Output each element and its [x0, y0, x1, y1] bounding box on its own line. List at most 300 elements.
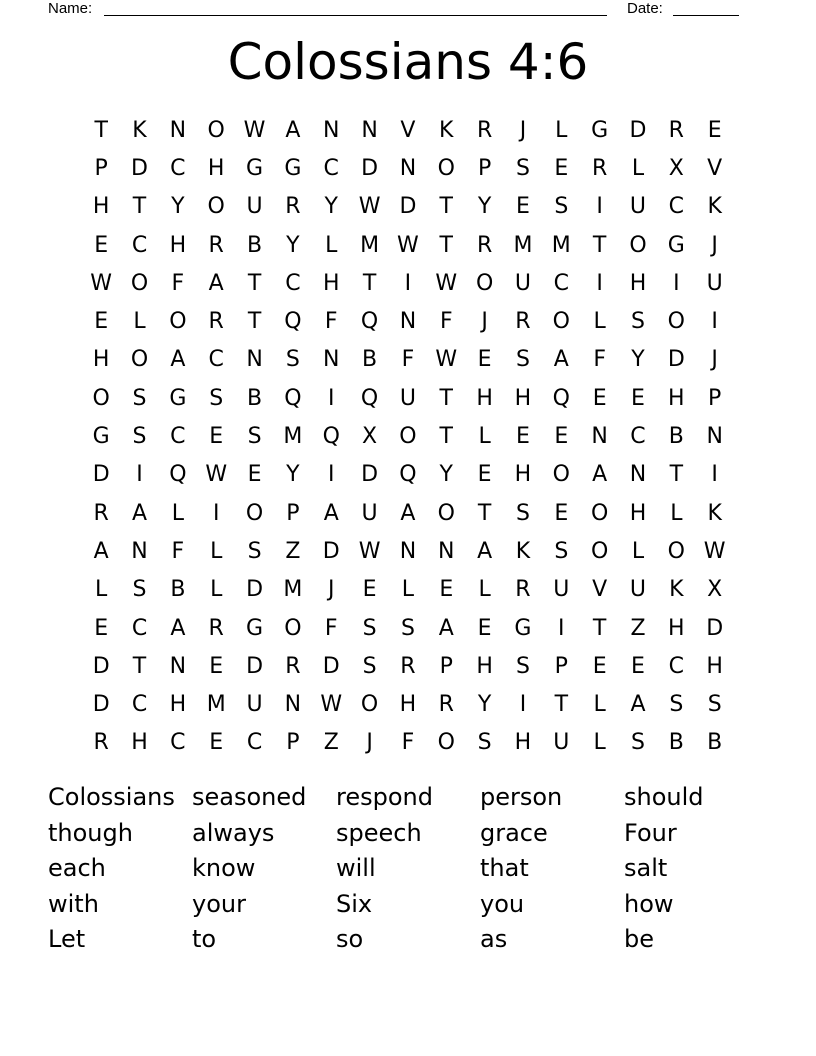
grid-letter[interactable]: R: [476, 232, 493, 258]
grid-letter[interactable]: L: [210, 577, 223, 603]
grid-letter[interactable]: R: [93, 730, 109, 756]
grid-letter[interactable]: T: [132, 194, 147, 220]
grid-letter[interactable]: D: [629, 117, 647, 143]
grid-letter[interactable]: M: [283, 424, 303, 450]
grid-letter[interactable]: L: [210, 538, 223, 564]
grid-letter[interactable]: P: [439, 653, 453, 679]
grid-letter[interactable]: N: [169, 653, 187, 679]
grid-letter[interactable]: O: [360, 692, 379, 718]
grid-letter[interactable]: L: [478, 424, 491, 450]
grid-letter[interactable]: O: [552, 309, 570, 335]
grid-letter[interactable]: S: [400, 615, 415, 641]
grid-letter[interactable]: H: [169, 692, 187, 718]
grid-letter[interactable]: S: [554, 194, 569, 220]
grid-letter[interactable]: E: [592, 385, 607, 411]
grid-letter[interactable]: W: [397, 232, 419, 258]
grid-letter[interactable]: O: [475, 270, 494, 296]
grid-letter[interactable]: N: [438, 538, 455, 564]
grid-letter[interactable]: S: [247, 538, 262, 564]
grid-letter[interactable]: S: [132, 424, 147, 450]
grid-letter[interactable]: Z: [323, 730, 339, 756]
grid-letter[interactable]: L: [478, 577, 491, 603]
grid-letter[interactable]: V: [707, 155, 723, 181]
grid-letter[interactable]: I: [596, 194, 603, 220]
grid-letter[interactable]: S: [285, 347, 300, 373]
grid-letter[interactable]: J: [711, 347, 718, 373]
grid-letter[interactable]: I: [519, 692, 527, 718]
grid-letter[interactable]: R: [591, 155, 608, 181]
grid-letter[interactable]: N: [399, 538, 417, 564]
grid-letter[interactable]: P: [286, 500, 300, 526]
grid-letter[interactable]: L: [171, 500, 184, 526]
grid-letter[interactable]: I: [711, 462, 718, 488]
grid-letter[interactable]: E: [94, 309, 109, 335]
grid-letter[interactable]: M: [283, 577, 303, 603]
grid-letter[interactable]: G: [284, 155, 302, 181]
grid-letter[interactable]: C: [170, 155, 186, 181]
grid-letter[interactable]: W: [358, 194, 381, 220]
grid-letter[interactable]: A: [477, 538, 493, 564]
grid-letter[interactable]: L: [593, 692, 606, 718]
word-bank-item: that: [480, 854, 529, 883]
grid-letter[interactable]: W: [435, 270, 458, 296]
grid-letter[interactable]: E: [477, 347, 492, 373]
grid-letter[interactable]: N: [323, 117, 340, 143]
grid-letter[interactable]: B: [362, 347, 378, 373]
grid-letter[interactable]: H: [399, 692, 417, 718]
grid-letter[interactable]: A: [592, 462, 608, 488]
grid-letter[interactable]: S: [515, 653, 530, 679]
grid-letter[interactable]: R: [285, 194, 301, 220]
grid-letter[interactable]: Y: [631, 347, 645, 373]
grid-letter[interactable]: N: [284, 692, 302, 718]
grid-letter[interactable]: W: [243, 117, 266, 143]
grid-letter[interactable]: O: [207, 194, 225, 220]
date-blank-line[interactable]: [673, 15, 739, 16]
grid-letter[interactable]: E: [247, 462, 262, 488]
grid-letter[interactable]: A: [285, 117, 301, 143]
grid-letter[interactable]: R: [208, 232, 224, 258]
grid-letter[interactable]: T: [592, 615, 607, 641]
grid-letter[interactable]: H: [629, 500, 647, 526]
grid-letter[interactable]: S: [515, 500, 530, 526]
grid-letter[interactable]: U: [629, 194, 647, 220]
grid-letter[interactable]: O: [590, 538, 609, 564]
grid-letter[interactable]: O: [284, 615, 302, 641]
grid-letter[interactable]: N: [323, 347, 340, 373]
grid-letter[interactable]: D: [361, 155, 379, 181]
grid-letter[interactable]: A: [170, 615, 186, 641]
grid-letter[interactable]: H: [476, 385, 493, 411]
grid-letter[interactable]: B: [668, 730, 684, 756]
grid-letter[interactable]: Q: [552, 385, 570, 411]
grid-letter[interactable]: H: [514, 462, 532, 488]
grid-letter[interactable]: O: [667, 309, 685, 335]
grid-letter[interactable]: F: [324, 615, 338, 641]
grid-letter[interactable]: H: [131, 730, 148, 756]
grid-letter[interactable]: K: [669, 577, 684, 603]
grid-letter[interactable]: E: [516, 194, 530, 220]
grid-letter[interactable]: E: [554, 500, 569, 526]
grid-letter[interactable]: M: [513, 232, 533, 258]
grid-letter[interactable]: E: [209, 730, 224, 756]
grid-letter[interactable]: L: [670, 500, 683, 526]
grid-letter[interactable]: J: [481, 309, 488, 335]
grid-letter[interactable]: E: [362, 577, 377, 603]
grid-letter[interactable]: O: [629, 232, 647, 258]
grid-letter[interactable]: E: [477, 615, 492, 641]
grid-letter[interactable]: D: [131, 155, 148, 181]
grid-letter[interactable]: O: [207, 117, 225, 143]
grid-letter[interactable]: F: [171, 538, 185, 564]
grid-letter[interactable]: I: [327, 385, 335, 411]
grid-letter[interactable]: H: [706, 653, 723, 679]
grid-letter[interactable]: E: [554, 155, 569, 181]
grid-letter[interactable]: D: [399, 194, 417, 220]
grid-letter[interactable]: G: [246, 155, 264, 181]
grid-letter[interactable]: N: [246, 347, 263, 373]
grid-letter[interactable]: N: [131, 538, 148, 564]
grid-letter[interactable]: F: [401, 347, 415, 373]
grid-letter[interactable]: Q: [360, 309, 379, 335]
grid-letter[interactable]: O: [245, 500, 264, 526]
grid-letter[interactable]: D: [246, 577, 264, 603]
grid-letter[interactable]: H: [92, 347, 110, 373]
grid-letter[interactable]: T: [439, 424, 453, 450]
grid-letter[interactable]: H: [476, 653, 493, 679]
grid-letter[interactable]: G: [92, 424, 110, 450]
grid-letter[interactable]: S: [554, 538, 569, 564]
word-bank-item: seasoned: [192, 783, 307, 811]
grid-letter[interactable]: L: [593, 730, 606, 756]
grid-letter[interactable]: L: [325, 232, 338, 258]
grid-letter[interactable]: K: [132, 117, 147, 143]
grid-letter[interactable]: U: [629, 577, 647, 603]
grid-letter[interactable]: S: [247, 424, 262, 450]
grid-letter[interactable]: L: [95, 577, 108, 603]
grid-letter[interactable]: C: [323, 155, 339, 181]
grid-letter[interactable]: R: [400, 653, 416, 679]
grid-letter[interactable]: Q: [284, 385, 302, 411]
grid-letter[interactable]: C: [170, 424, 186, 450]
grid-letter[interactable]: B: [170, 577, 186, 603]
grid-letter[interactable]: O: [437, 155, 455, 181]
grid-letter[interactable]: S: [362, 615, 377, 641]
grid-letter[interactable]: P: [554, 653, 568, 679]
grid-letter[interactable]: N: [169, 117, 187, 143]
grid-letter[interactable]: T: [439, 194, 453, 220]
grid-letter[interactable]: O: [169, 309, 187, 335]
grid-letter[interactable]: E: [209, 653, 224, 679]
grid-letter[interactable]: L: [133, 309, 146, 335]
grid-letter[interactable]: D: [92, 462, 110, 488]
grid-letter[interactable]: O: [399, 424, 417, 450]
grid-letter[interactable]: K: [707, 500, 722, 526]
grid-letter[interactable]: W: [90, 270, 113, 296]
grid-letter[interactable]: U: [246, 194, 263, 220]
grid-letter[interactable]: C: [668, 653, 685, 679]
grid-letter[interactable]: V: [592, 577, 608, 603]
grid-letter[interactable]: R: [208, 309, 224, 335]
grid-letter[interactable]: H: [92, 194, 110, 220]
grid-letter[interactable]: U: [553, 577, 570, 603]
grid-letter[interactable]: A: [208, 270, 224, 296]
grid-letter[interactable]: F: [324, 309, 338, 335]
grid-letter[interactable]: U: [399, 385, 416, 411]
grid-letter[interactable]: J: [327, 577, 335, 603]
grid-letter[interactable]: X: [668, 155, 684, 181]
grid-letter[interactable]: N: [706, 424, 723, 450]
grid-letter[interactable]: N: [399, 155, 417, 181]
grid-letter[interactable]: W: [205, 462, 228, 488]
grid-letter[interactable]: C: [553, 270, 569, 296]
grid-letter[interactable]: C: [131, 232, 148, 258]
grid-letter[interactable]: G: [246, 615, 264, 641]
grid-letter[interactable]: G: [591, 117, 609, 143]
grid-letter[interactable]: W: [358, 538, 381, 564]
date-label: Date:: [627, 0, 663, 17]
grid-letter[interactable]: T: [439, 385, 453, 411]
grid-letter[interactable]: T: [554, 692, 569, 718]
grid-letter[interactable]: O: [437, 730, 455, 756]
grid-letter[interactable]: E: [592, 653, 607, 679]
grid-letter[interactable]: Q: [169, 462, 187, 488]
grid-letter[interactable]: U: [706, 270, 723, 296]
grid-letter[interactable]: K: [515, 538, 531, 564]
grid-letter[interactable]: C: [131, 692, 148, 718]
grid-letter[interactable]: R: [438, 692, 454, 718]
grid-letter[interactable]: V: [400, 117, 416, 143]
grid-letter[interactable]: O: [437, 500, 455, 526]
grid-letter[interactable]: Y: [286, 232, 300, 258]
grid-letter[interactable]: W: [435, 347, 458, 373]
grid-letter[interactable]: O: [552, 462, 570, 488]
grid-letter[interactable]: C: [246, 730, 263, 756]
grid-letter[interactable]: G: [169, 385, 187, 411]
grid-letter[interactable]: H: [668, 615, 685, 641]
grid-letter[interactable]: F: [401, 730, 415, 756]
grid-letter[interactable]: H: [322, 270, 340, 296]
grid-letter[interactable]: C: [131, 615, 148, 641]
grid-letter[interactable]: A: [131, 500, 148, 526]
word-bank-item: Colossians: [48, 783, 175, 811]
grid-letter[interactable]: I: [404, 270, 412, 296]
grid-letter[interactable]: M: [206, 692, 226, 718]
grid-letter[interactable]: U: [361, 500, 378, 526]
grid-letter[interactable]: S: [477, 730, 492, 756]
grid-letter[interactable]: G: [667, 232, 685, 258]
grid-letter[interactable]: H: [668, 385, 685, 411]
grid-letter[interactable]: Y: [286, 462, 300, 488]
grid-letter[interactable]: Y: [171, 194, 185, 220]
grid-letter[interactable]: Y: [477, 692, 492, 718]
grid-letter[interactable]: I: [711, 309, 718, 335]
word-bank-item: you: [480, 889, 525, 918]
grid-letter[interactable]: L: [555, 117, 568, 143]
grid-letter[interactable]: E: [94, 615, 109, 641]
grid-letter[interactable]: E: [94, 232, 109, 258]
grid-letter[interactable]: I: [558, 615, 565, 641]
grid-letter[interactable]: B: [707, 730, 723, 756]
grid-letter[interactable]: C: [668, 194, 685, 220]
grid-letter[interactable]: D: [706, 615, 724, 641]
grid-letter[interactable]: E: [209, 424, 224, 450]
grid-letter[interactable]: C: [170, 730, 186, 756]
grid-letter[interactable]: D: [322, 538, 340, 564]
grid-letter[interactable]: O: [590, 500, 609, 526]
grid-letter[interactable]: W: [320, 692, 343, 718]
grid-letter[interactable]: A: [323, 500, 339, 526]
grid-letter[interactable]: F: [593, 347, 606, 373]
grid-letter[interactable]: Q: [322, 424, 340, 450]
grid-letter[interactable]: A: [630, 692, 646, 718]
grid-letter[interactable]: D: [322, 653, 340, 679]
grid-letter[interactable]: C: [285, 270, 301, 296]
grid-letter[interactable]: K: [439, 117, 454, 143]
grid-letter[interactable]: R: [208, 615, 224, 641]
grid-letter[interactable]: S: [707, 692, 722, 718]
grid-letter[interactable]: H: [629, 270, 647, 296]
grid-letter[interactable]: D: [246, 653, 264, 679]
grid-letter[interactable]: R: [515, 309, 531, 335]
grid-letter[interactable]: D: [667, 347, 685, 373]
grid-letter[interactable]: T: [362, 270, 377, 296]
grid-letter[interactable]: E: [707, 117, 722, 143]
grid-letter[interactable]: I: [673, 270, 680, 296]
grid-letter[interactable]: S: [132, 577, 147, 603]
word-bank-item: Let: [48, 925, 86, 954]
grid-letter[interactable]: N: [591, 424, 608, 450]
grid-letter[interactable]: I: [327, 462, 335, 488]
grid-letter[interactable]: D: [92, 692, 110, 718]
grid-letter[interactable]: B: [247, 385, 263, 411]
grid-letter[interactable]: S: [132, 385, 147, 411]
grid-letter[interactable]: T: [439, 232, 453, 258]
grid-letter[interactable]: F: [171, 270, 185, 296]
grid-letter[interactable]: W: [703, 538, 726, 564]
grid-letter[interactable]: Q: [360, 385, 379, 411]
grid-letter[interactable]: E: [554, 424, 569, 450]
grid-letter[interactable]: P: [708, 385, 722, 411]
grid-letter[interactable]: R: [476, 117, 493, 143]
grid-letter[interactable]: D: [361, 462, 379, 488]
grid-letter[interactable]: M: [551, 232, 571, 258]
grid-letter[interactable]: L: [631, 538, 645, 564]
grid-letter[interactable]: J: [711, 232, 718, 258]
grid-letter[interactable]: A: [400, 500, 416, 526]
grid-letter[interactable]: H: [514, 385, 532, 411]
grid-letter[interactable]: Z: [285, 538, 301, 564]
grid-letter[interactable]: R: [515, 577, 531, 603]
grid-letter[interactable]: U: [514, 270, 531, 296]
word-bank-item: with: [48, 889, 99, 918]
grid-letter[interactable]: J: [519, 117, 527, 143]
grid-letter[interactable]: I: [212, 500, 220, 526]
grid-letter[interactable]: Y: [439, 462, 453, 488]
grid-letter[interactable]: E: [631, 653, 645, 679]
grid-letter[interactable]: Y: [324, 194, 338, 220]
grid-letter[interactable]: A: [170, 347, 186, 373]
grid-letter[interactable]: U: [246, 692, 263, 718]
grid-letter[interactable]: B: [247, 232, 263, 258]
grid-letter[interactable]: H: [169, 232, 187, 258]
grid-letter[interactable]: P: [286, 730, 300, 756]
grid-letter[interactable]: T: [477, 500, 492, 526]
grid-letter[interactable]: S: [631, 730, 645, 756]
grid-letter[interactable]: S: [631, 309, 645, 335]
grid-letter[interactable]: S: [209, 385, 224, 411]
grid-letter[interactable]: G: [514, 615, 532, 641]
grid-letter[interactable]: O: [667, 538, 685, 564]
grid-letter[interactable]: H: [207, 155, 225, 181]
grid-letter[interactable]: C: [208, 347, 224, 373]
grid-letter[interactable]: E: [631, 385, 645, 411]
grid-letter[interactable]: L: [401, 577, 415, 603]
grid-letter[interactable]: S: [669, 692, 684, 718]
grid-letter[interactable]: Q: [399, 462, 417, 488]
grid-letter[interactable]: C: [630, 424, 646, 450]
grid-letter[interactable]: E: [439, 577, 454, 603]
grid-letter[interactable]: S: [515, 155, 530, 181]
grid-letter[interactable]: S: [362, 653, 377, 679]
grid-letter[interactable]: M: [360, 232, 380, 258]
grid-letter[interactable]: L: [593, 309, 606, 335]
grid-letter[interactable]: E: [477, 462, 492, 488]
grid-letter[interactable]: O: [130, 270, 149, 296]
grid-letter[interactable]: O: [92, 385, 110, 411]
grid-letter[interactable]: E: [516, 424, 530, 450]
grid-letter[interactable]: H: [514, 730, 532, 756]
grid-letter[interactable]: L: [631, 155, 645, 181]
grid-letter[interactable]: R: [668, 117, 684, 143]
grid-letter[interactable]: Y: [477, 194, 492, 220]
grid-letter[interactable]: Q: [284, 309, 302, 335]
grid-letter[interactable]: N: [361, 117, 378, 143]
grid-letter[interactable]: T: [247, 270, 262, 296]
word-bank-item: person: [480, 783, 563, 811]
name-blank-line[interactable]: [104, 15, 607, 16]
grid-letter[interactable]: R: [93, 500, 109, 526]
grid-letter[interactable]: B: [668, 424, 684, 450]
grid-letter[interactable]: O: [130, 347, 149, 373]
grid-letter[interactable]: P: [477, 155, 492, 181]
grid-letter[interactable]: T: [247, 309, 262, 335]
grid-letter[interactable]: T: [94, 117, 108, 143]
grid-letter[interactable]: D: [92, 653, 110, 679]
grid-letter[interactable]: S: [515, 347, 530, 373]
grid-letter[interactable]: N: [629, 462, 647, 488]
grid-letter[interactable]: Z: [630, 615, 646, 641]
grid-letter[interactable]: T: [669, 462, 684, 488]
grid-letter[interactable]: A: [438, 615, 454, 641]
grid-letter[interactable]: K: [707, 194, 722, 220]
grid-letter[interactable]: I: [596, 270, 603, 296]
grid-letter[interactable]: I: [136, 462, 143, 488]
grid-letter[interactable]: X: [707, 577, 723, 603]
grid-letter[interactable]: A: [553, 347, 569, 373]
grid-letter[interactable]: J: [366, 730, 373, 756]
grid-letter[interactable]: T: [592, 232, 607, 258]
grid-letter[interactable]: R: [285, 653, 301, 679]
word-bank: [48, 780, 768, 958]
grid-letter[interactable]: F: [439, 309, 453, 335]
grid-letter[interactable]: A: [93, 538, 109, 564]
grid-letter[interactable]: U: [553, 730, 570, 756]
grid-letter[interactable]: T: [132, 653, 147, 679]
grid-letter[interactable]: P: [94, 155, 108, 181]
grid-letter[interactable]: X: [362, 424, 378, 450]
grid-letter[interactable]: N: [399, 309, 417, 335]
